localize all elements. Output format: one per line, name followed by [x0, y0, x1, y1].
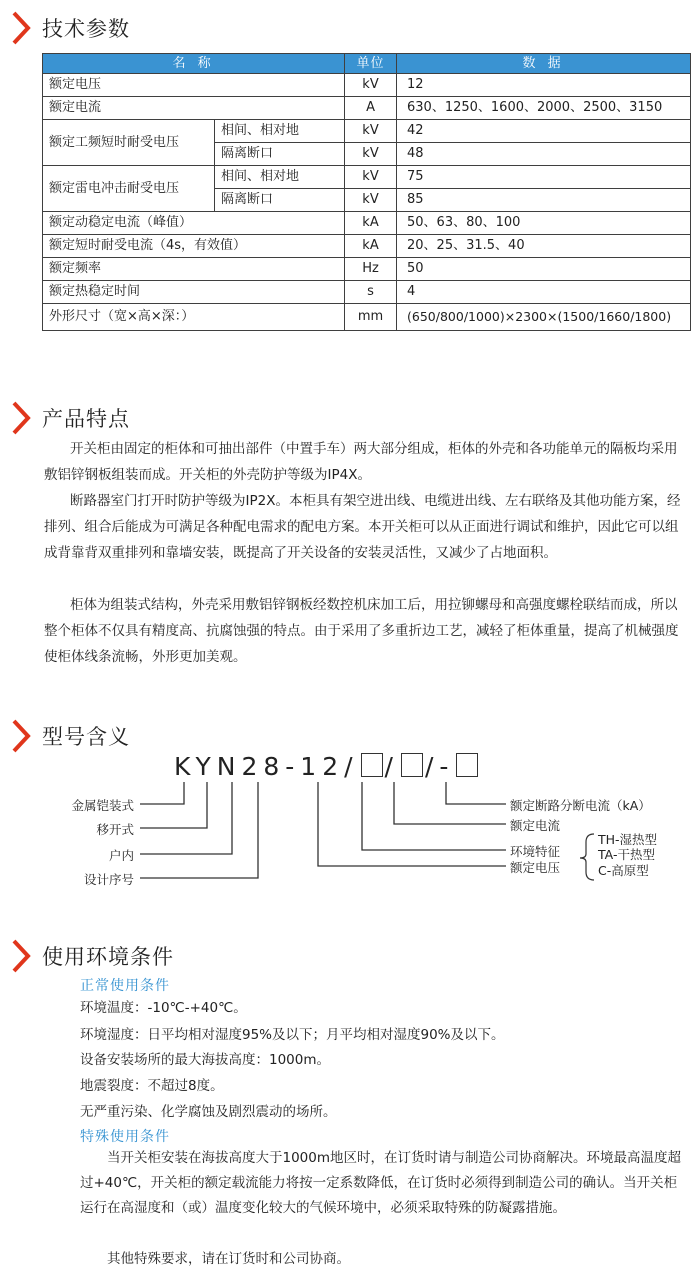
section-title-tech: 技术参数: [42, 17, 130, 41]
table-row: [43, 166, 691, 189]
row-name: 额定雷电冲击耐受电压: [43, 166, 215, 212]
normal-line: 环境温度：-10℃-+40℃。: [80, 1000, 247, 1016]
row-unit: kV: [345, 189, 397, 212]
row-name: 额定电流: [43, 97, 345, 120]
label-design-serial: 设计序号: [83, 872, 134, 887]
label-rated-voltage: 额定电压: [510, 860, 561, 875]
row-unit: Hz: [345, 258, 397, 281]
normal-conditions-title: 正常使用条件: [80, 978, 170, 994]
row-value: 50、63、80、100: [397, 212, 691, 235]
model-code-sep2: /-: [424, 752, 455, 781]
row-name: 额定工频短时耐受电压: [43, 120, 215, 166]
special-paragraph-2: 其他特殊要求，请在订货时和公司协商。: [107, 1251, 350, 1267]
row-value: 42: [397, 120, 691, 143]
table-row: [43, 74, 691, 97]
row-name: 外形尺寸（宽×高×深：）: [43, 304, 345, 331]
row-value: (650/800/1000)×2300×(1500/1660/1800): [397, 304, 691, 331]
row-unit: s: [345, 281, 397, 304]
row-value: 12: [397, 74, 691, 97]
header-name: 名 称: [43, 54, 345, 74]
section-title-env: 使用环境条件: [42, 945, 174, 969]
env-type-c: C-高原型: [598, 863, 649, 878]
row-unit: A: [345, 97, 397, 120]
normal-line: 设备安装场所的最大海拔高度：1000m。: [80, 1052, 331, 1068]
features-paragraph-1: 开关柜由固定的柜体和可抽出部件（中置手车）两大部分组成，柜体的外壳和各功能单元的隔板均采用敷铝锌钢板组装而成。开关柜的外壳防护等级为IP4X。: [44, 441, 678, 483]
row-unit: kV: [345, 166, 397, 189]
row-subname: 相间、相对地: [215, 166, 345, 189]
row-unit: kA: [345, 212, 397, 235]
row-subname: 隔离断口: [215, 189, 345, 212]
parameters-table: [42, 53, 691, 331]
row-value: 75: [397, 166, 691, 189]
section-title-features: 产品特点: [42, 407, 130, 431]
row-value: 20、25、31.5、40: [397, 235, 691, 258]
normal-line: 地震裂度：不超过8度。: [80, 1078, 224, 1094]
chevron-right-icon: [10, 10, 32, 46]
row-value: 48: [397, 143, 691, 166]
chevron-right-icon: [10, 400, 32, 436]
row-value: 630、1250、1600、2000、2500、3150: [397, 97, 691, 120]
env-type-ta: TA-干热型: [598, 847, 655, 862]
table-row: [43, 235, 691, 258]
label-metal-armored: 金属铠装式: [71, 798, 134, 813]
label-rated-current: 额定电流: [510, 818, 561, 833]
table-header-row: [43, 54, 691, 74]
features-paragraph-2: 断路器室门打开时防护等级为IP2X。本柜具有架空进出线、电缆进出线、左右联络及其他功能方案，经排列、组合后能成为可满足各种配电需求的配电方案。本开关柜可以从正面进行调试和维护，因此它可以组成背靠背双重排列和靠墙安装，既提高了开关设备的安装灵活性，又减少了占地面积。: [44, 493, 681, 561]
features-paragraph-3: 柜体为组装式结构，外壳采用敷铝锌钢板经数控机床加工后，用拉铆螺母和高强度螺栓联结而成，所以整个柜体不仅具有精度高、抗腐蚀强的特点。由于采用了多重折边工艺，减轻了柜体重量，提高了机械强度使柜体线条流畅，外形更加美观。: [44, 597, 679, 665]
label-environment: 环境特征: [510, 844, 561, 859]
table-row: [43, 281, 691, 304]
row-unit: mm: [345, 304, 397, 331]
row-name: 额定动稳定电流（峰值）: [43, 212, 345, 235]
table-row: [43, 304, 691, 331]
model-code-sep: /: [384, 752, 399, 781]
row-subname: 隔离断口: [215, 143, 345, 166]
chevron-right-icon: [10, 938, 32, 974]
row-value: 85: [397, 189, 691, 212]
row-name: 额定频率: [43, 258, 345, 281]
label-withdrawable: 移开式: [96, 822, 134, 837]
row-value: 50: [397, 258, 691, 281]
row-unit: kV: [345, 120, 397, 143]
chevron-right-icon: [10, 718, 32, 754]
table-row: [43, 258, 691, 281]
normal-line: 环境湿度：日平均相对湿度95%及以下；月平均相对湿度90%及以下。: [80, 1027, 505, 1043]
label-indoor: 户内: [108, 848, 134, 863]
table-row: [43, 97, 691, 120]
row-value: 4: [397, 281, 691, 304]
label-breaking-current: 额定断路分断电流（kA）: [510, 798, 651, 813]
table-row: [43, 212, 691, 235]
row-name: 额定电压: [43, 74, 345, 97]
row-name: 额定短时耐受电流（4s，有效值）: [43, 235, 345, 258]
header-data: 数 据: [397, 54, 691, 74]
env-type-th: TH-湿热型: [598, 832, 658, 847]
model-code-prefix: KYN28-12/: [174, 752, 359, 781]
section-title-model: 型号含义: [42, 725, 130, 749]
row-unit: kV: [345, 143, 397, 166]
header-unit: 单位: [345, 54, 397, 74]
special-paragraph-1: 当开关柜安装在海拔高度大于1000m地区时，在订货时请与制造公司协商解决。环境最高温度超过+40℃，开关柜的额定载流能力将按一定系数降低，在订货时必须得到制造公司的确认。当开关柜运行在高湿度和（或）温度变化较大的气候环境中，必须采取特殊的防凝露措施。: [80, 1150, 682, 1216]
row-unit: kA: [345, 235, 397, 258]
table-row: [43, 120, 691, 143]
row-unit: kV: [345, 74, 397, 97]
special-conditions-title: 特殊使用条件: [80, 1129, 170, 1145]
row-subname: 相间、相对地: [215, 120, 345, 143]
normal-line: 无严重污染、化学腐蚀及剧烈震动的场所。: [80, 1104, 337, 1120]
row-name: 额定热稳定时间: [43, 281, 345, 304]
